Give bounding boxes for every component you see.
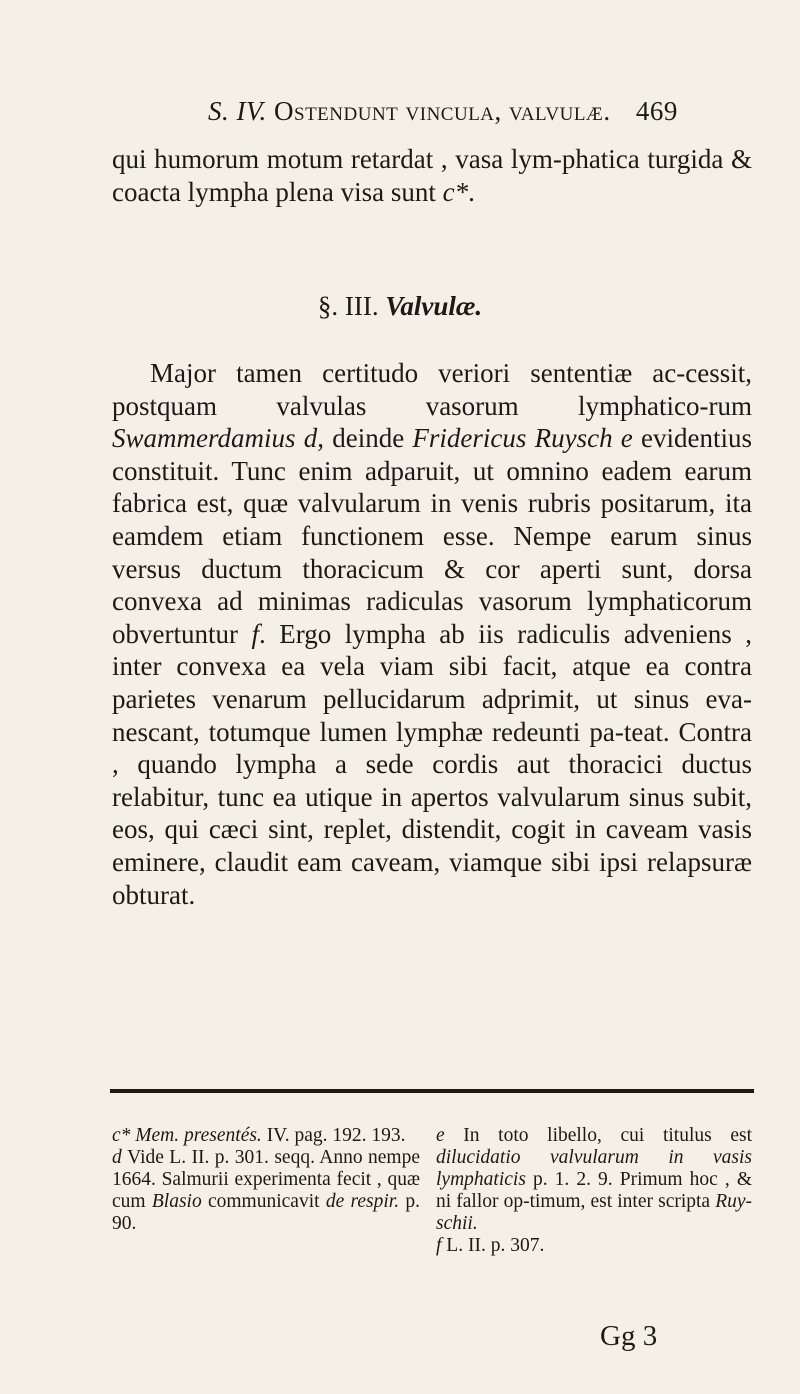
italic-run: Ruy-schii. xyxy=(436,1191,752,1234)
italic-run: Mem. presentés. xyxy=(135,1125,262,1146)
signature-mark: Gg 3 xyxy=(600,1320,658,1352)
section-heading xyxy=(0,291,800,322)
text-run: Vide L. II. p. 301. seqq. Anno nempe 1664. Salmurii experimenta fecit , quæ cum xyxy=(112,1147,420,1212)
italic-run: Fridericus Ruysch e xyxy=(412,423,633,454)
text-run: evidentius constituit. Tunc enim adparuit, ut omnino eadem earum fabrica est, quæ valvularum in venis rubris positarum, ita eamdem etiam functionem esse. Nempe earum sinus versus ductum thoracicum & cor aperti sunt, dorsa convexa ad minimas radiculas vasorum lymphaticorum obvertuntur xyxy=(112,423,752,649)
footnotes-right-column xyxy=(436,1125,752,1257)
running-header xyxy=(208,96,768,127)
footnote-c xyxy=(112,1125,420,1147)
footnote-d xyxy=(112,1147,420,1235)
section-number: §. III. xyxy=(317,291,379,321)
italic-run: c* xyxy=(442,176,469,207)
text-run: In toto libello, cui titulus est xyxy=(463,1125,752,1146)
italic-run: dilucidatio valvularum in vasis lymphaticis xyxy=(436,1147,752,1190)
text-run: qui humorum motum retardat , vasa lym-phatica turgida & coacta lympha plena visa sunt xyxy=(112,144,752,207)
text-run: p. 90. xyxy=(112,1191,420,1234)
main-paragraph xyxy=(112,357,752,911)
footnotes-left-column xyxy=(112,1125,420,1235)
header-title: Ostendunt vincula, valvulæ. xyxy=(274,96,611,126)
italic-run: c* xyxy=(112,1125,136,1146)
text-run: L. II. p. 307. xyxy=(446,1235,545,1256)
text-run: . xyxy=(468,176,475,207)
text-run: , deinde xyxy=(317,423,413,454)
text-run: communicavit xyxy=(201,1191,326,1212)
italic-run: Blasio xyxy=(151,1191,202,1212)
italic-run: e xyxy=(436,1125,464,1146)
header-section-number: S. IV. xyxy=(208,96,267,126)
footnote-e xyxy=(436,1125,752,1235)
text-run: Major tamen certitudo veriori sententiæ ac-cessit, postquam valvulas vasorum lymphatico-rum xyxy=(112,358,752,421)
section-title: Valvulæ. xyxy=(385,291,483,321)
footnote-divider xyxy=(110,1089,754,1093)
intro-paragraph xyxy=(112,143,752,208)
text-run: . Ergo lympha ab iis radiculis adveniens , inter convexa ea vela viam sibi facit, atque ea contra parietes venarum pellucidarum adprimit, ut sinus eva-nescant, totumque lumen lymphæ redeunti pa-teat. Contra , quando lympha a sede cordis aut thoracici ductus relabitur, tunc ea utique in apertos valvularum sinus subit, eos, qui cæci sint, replet, distendit, cogit in caveam vasis eminere, claudit eam caveam, viamque sibi ipsi relapsuræ obturat. xyxy=(112,618,752,910)
italic-run: de respir. xyxy=(325,1191,400,1212)
italic-run: f xyxy=(251,618,259,649)
page-number: 469 xyxy=(635,96,678,126)
footnote-f xyxy=(436,1235,752,1257)
text-run: IV. pag. 192. 193. xyxy=(261,1125,406,1146)
italic-run: f xyxy=(436,1235,447,1256)
text-run: p. 1. 2. 9. Primum hoc , & ni fallor op-timum, est inter scripta xyxy=(436,1169,752,1212)
italic-run: Swammerdamius d xyxy=(112,423,318,454)
italic-run: d xyxy=(112,1147,128,1168)
